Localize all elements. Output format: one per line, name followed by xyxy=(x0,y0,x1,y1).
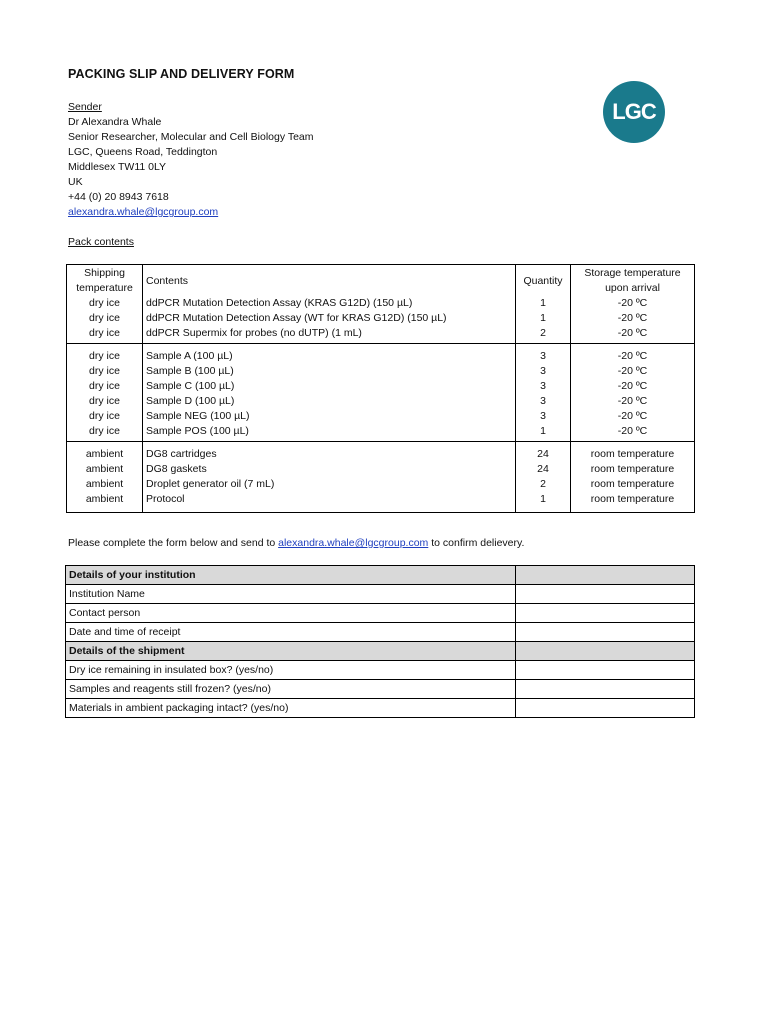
cell-quantity: 2 xyxy=(516,326,571,344)
logo-text: LGC xyxy=(612,99,656,124)
form-row xyxy=(66,623,695,642)
cell-shipping-temperature: dry ice xyxy=(67,379,143,394)
lgc-logo xyxy=(603,81,665,143)
sender-address-line-1: LGC, Queens Road, Teddington xyxy=(68,146,218,158)
cell-shipping-temperature: dry ice xyxy=(67,409,143,424)
table-row xyxy=(67,344,695,365)
form-section-spacer xyxy=(516,642,695,661)
table-row xyxy=(67,492,695,513)
cell-storage-temperature: -20 ºC xyxy=(571,296,695,311)
cell-storage-temperature: room temperature xyxy=(571,442,695,463)
cell-storage-temperature: -20 ºC xyxy=(571,311,695,326)
sender-block xyxy=(68,100,314,220)
cell-storage-temperature: -20 ºC xyxy=(571,394,695,409)
table-row xyxy=(67,364,695,379)
cell-quantity: 24 xyxy=(516,442,571,463)
cell-quantity: 1 xyxy=(516,424,571,442)
delivery-confirmation-form xyxy=(65,565,695,718)
table-row xyxy=(67,462,695,477)
page-title: PACKING SLIP AND DELIVERY FORM xyxy=(68,67,295,81)
cell-storage-temperature: -20 ºC xyxy=(571,409,695,424)
cell-storage-temperature: -20 ºC xyxy=(571,344,695,365)
form-field-value[interactable] xyxy=(516,623,695,642)
cell-quantity: 3 xyxy=(516,394,571,409)
cell-contents: Droplet generator oil (7 mL) xyxy=(146,478,275,490)
cell-quantity: 3 xyxy=(516,344,571,365)
sender-phone: +44 (0) 20 8943 7618 xyxy=(68,191,169,203)
form-field-value[interactable] xyxy=(516,604,695,623)
cell-storage-temperature: room temperature xyxy=(571,477,695,492)
instruction-after: to confirm delievery. xyxy=(428,537,525,549)
cell-contents: ddPCR Supermix for probes (no dUTP) (1 mL) xyxy=(146,327,362,339)
table-row xyxy=(67,379,695,394)
form-row xyxy=(66,680,695,699)
cell-contents: ddPCR Mutation Detection Assay (WT for KRAS G12D) (150 µL) xyxy=(146,312,447,324)
cell-shipping-temperature: ambient xyxy=(67,462,143,477)
cell-quantity: 2 xyxy=(516,477,571,492)
cell-shipping-temperature: ambient xyxy=(67,442,143,463)
cell-contents: Sample POS (100 µL) xyxy=(146,425,249,437)
pack-contents-table xyxy=(66,264,695,513)
cell-contents: ddPCR Mutation Detection Assay (KRAS G12D) (150 µL) xyxy=(146,297,413,309)
header-quantity: Quantity xyxy=(516,265,571,297)
table-row xyxy=(67,394,695,409)
cell-shipping-temperature: dry ice xyxy=(67,394,143,409)
cell-quantity: 3 xyxy=(516,379,571,394)
form-section-row xyxy=(66,566,695,585)
sender-name: Dr Alexandra Whale xyxy=(68,116,162,128)
pack-table-header-row xyxy=(67,265,695,297)
cell-shipping-temperature: ambient xyxy=(67,492,143,513)
form-section-spacer xyxy=(516,566,695,585)
table-row xyxy=(67,424,695,442)
cell-shipping-temperature: dry ice xyxy=(67,364,143,379)
cell-shipping-temperature: dry ice xyxy=(67,424,143,442)
form-row xyxy=(66,661,695,680)
form-row xyxy=(66,604,695,623)
cell-contents: Sample NEG (100 µL) xyxy=(146,410,250,422)
table-row xyxy=(67,326,695,344)
form-field-value[interactable] xyxy=(516,699,695,718)
sender-country: UK xyxy=(68,176,83,188)
cell-storage-temperature: -20 ºC xyxy=(571,379,695,394)
instruction-before: Please complete the form below and send to xyxy=(68,537,279,549)
instruction-text xyxy=(68,537,524,549)
table-row xyxy=(67,409,695,424)
cell-contents: DG8 cartridges xyxy=(143,442,516,463)
form-field-label: Materials in ambient packaging intact? (yes/no) xyxy=(66,699,516,718)
header-contents: Contents xyxy=(143,265,516,297)
sender-address-line-2: Middlesex TW11 0LY xyxy=(68,161,167,173)
form-row xyxy=(66,585,695,604)
cell-shipping-temperature: dry ice xyxy=(67,344,143,365)
cell-storage-temperature: room temperature xyxy=(571,492,695,513)
form-field-value[interactable] xyxy=(516,661,695,680)
cell-contents: DG8 gaskets xyxy=(146,463,207,475)
header-storage-temperature: Storage temperature upon arrival xyxy=(571,265,695,297)
table-row xyxy=(67,296,695,311)
cell-shipping-temperature: dry ice xyxy=(67,326,143,344)
pack-contents-label: Pack contents xyxy=(68,236,134,248)
cell-storage-temperature: room temperature xyxy=(571,462,695,477)
cell-quantity: 24 xyxy=(516,462,571,477)
form-section-label: Details of the shipment xyxy=(66,642,516,661)
cell-quantity: 1 xyxy=(516,492,571,513)
form-field-value[interactable] xyxy=(516,680,695,699)
cell-contents: Sample D (100 µL) xyxy=(146,395,235,407)
sender-role: Senior Researcher, Molecular and Cell Biology Team xyxy=(68,131,314,143)
cell-shipping-temperature: dry ice xyxy=(67,311,143,326)
form-field-label: Samples and reagents still frozen? (yes/no) xyxy=(66,680,516,699)
cell-contents: Sample A (100 µL) xyxy=(143,344,516,365)
cell-contents: Sample C (100 µL) xyxy=(146,380,235,392)
cell-storage-temperature: -20 ºC xyxy=(571,364,695,379)
instruction-email-link[interactable]: alexandra.whale@lgcgroup.com xyxy=(278,537,429,549)
cell-quantity: 1 xyxy=(516,311,571,326)
cell-quantity: 1 xyxy=(516,296,571,311)
table-row xyxy=(67,477,695,492)
form-field-label: Institution Name xyxy=(66,585,516,604)
cell-contents: Sample B (100 µL) xyxy=(146,365,234,377)
header-shipping-temperature: Shipping temperature xyxy=(67,265,143,297)
sender-label: Sender xyxy=(68,101,102,113)
cell-quantity: 3 xyxy=(516,409,571,424)
form-row xyxy=(66,699,695,718)
form-field-label: Dry ice remaining in insulated box? (yes/no) xyxy=(66,661,516,680)
table-row xyxy=(67,442,695,463)
cell-storage-temperature: -20 ºC xyxy=(571,326,695,344)
form-field-label: Contact person xyxy=(66,604,516,623)
cell-storage-temperature: -20 ºC xyxy=(571,424,695,442)
cell-shipping-temperature: ambient xyxy=(67,477,143,492)
sender-email-link[interactable]: alexandra.whale@lgcgroup.com xyxy=(68,206,219,218)
form-field-label: Date and time of receipt xyxy=(66,623,516,642)
cell-quantity: 3 xyxy=(516,364,571,379)
form-section-row xyxy=(66,642,695,661)
cell-shipping-temperature: dry ice xyxy=(67,296,143,311)
form-field-value[interactable] xyxy=(516,585,695,604)
cell-contents: Protocol xyxy=(143,492,516,513)
table-row xyxy=(67,311,695,326)
form-section-label: Details of your institution xyxy=(66,566,516,585)
